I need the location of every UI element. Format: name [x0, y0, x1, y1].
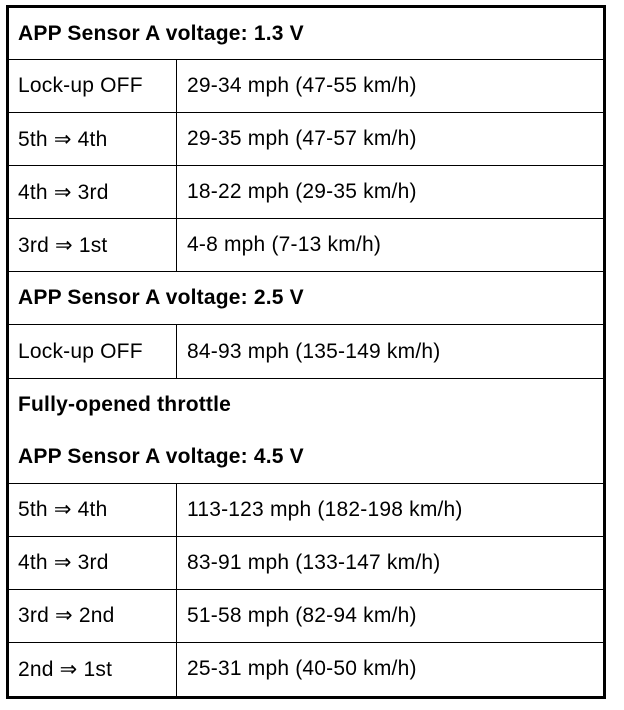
shift-label: Lock-up OFF [9, 325, 177, 377]
shift-label: 3rd ⇒ 1st [9, 219, 177, 271]
section-heading-row [9, 379, 603, 484]
section-subheading: Fully-opened throttle [18, 392, 232, 416]
section-heading-row [9, 8, 603, 60]
speed-value: 29-35 mph (47-57 km/h) [187, 127, 417, 151]
shift-label: 5th ⇒ 4th [9, 113, 177, 165]
shift-label: Lock-up OFF [9, 60, 177, 112]
shift-label: 4th ⇒ 3rd [9, 537, 177, 589]
speed-value: 113-123 mph (182-198 km/h) [187, 497, 463, 521]
shift-label: 2nd ⇒ 1st [9, 643, 177, 696]
section-heading-row [9, 272, 603, 325]
shift-label: 5th ⇒ 4th [9, 484, 177, 536]
section-heading: APP Sensor A voltage: 2.5 V [18, 286, 304, 310]
shift-label: 4th ⇒ 3rd [9, 166, 177, 218]
shift-speed-table [6, 5, 606, 699]
table-row [9, 166, 603, 219]
table-row [9, 60, 603, 113]
table-row [9, 590, 603, 643]
speed-value: 84-93 mph (135-149 km/h) [187, 339, 441, 363]
table-row [9, 537, 603, 590]
speed-value: 83-91 mph (133-147 km/h) [187, 550, 441, 574]
speed-value: 25-31 mph (40-50 km/h) [187, 657, 417, 681]
table-row [9, 643, 603, 696]
table-row [9, 219, 603, 272]
section-heading: APP Sensor A voltage: 4.5 V [18, 444, 304, 468]
table-row [9, 325, 603, 378]
speed-value: 51-58 mph (82-94 km/h) [187, 603, 417, 627]
table-row [9, 484, 603, 537]
table-row [9, 113, 603, 166]
speed-value: 18-22 mph (29-35 km/h) [187, 180, 417, 204]
section-heading: APP Sensor A voltage: 1.3 V [18, 21, 304, 45]
shift-label: 3rd ⇒ 2nd [9, 590, 177, 642]
speed-value: 29-34 mph (47-55 km/h) [187, 74, 417, 98]
speed-value: 4-8 mph (7-13 km/h) [187, 233, 382, 257]
